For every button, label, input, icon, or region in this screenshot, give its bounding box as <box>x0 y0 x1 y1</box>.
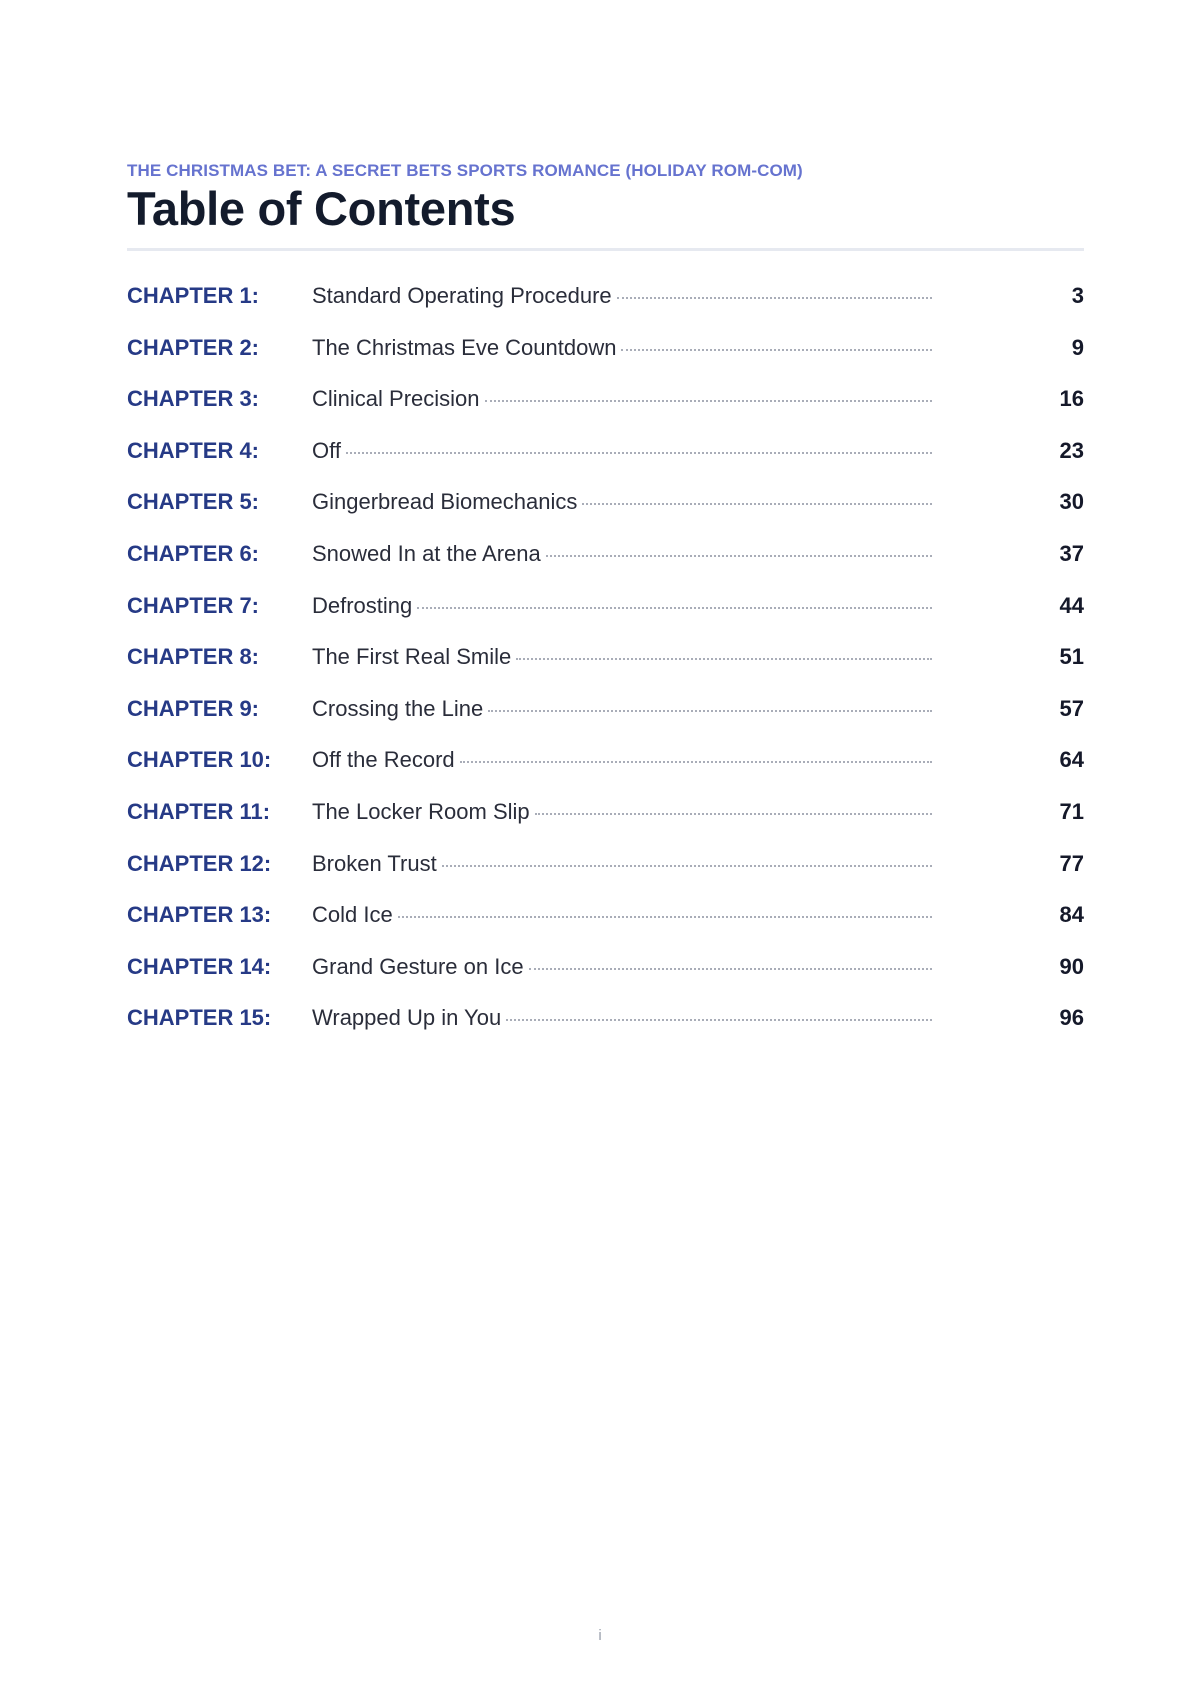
chapter-title: Clinical Precision <box>312 386 480 412</box>
chapter-page-number: 51 <box>1059 644 1084 670</box>
toc-entry-chapter-2[interactable] <box>127 335 1084 387</box>
chapter-number: CHAPTER 5: <box>127 489 260 515</box>
chapter-number: CHAPTER 12: <box>127 850 272 876</box>
chapter-page-number: 16 <box>1059 386 1084 412</box>
dot-leader <box>417 606 932 609</box>
chapter-number: CHAPTER 7: <box>127 592 260 618</box>
chapter-page-number: 23 <box>1059 437 1084 463</box>
chapter-title: Defrosting <box>312 592 413 618</box>
chapter-number: CHAPTER 11: <box>127 798 271 824</box>
chapter-title: Off the Record <box>312 747 455 773</box>
chapter-page-number: 44 <box>1059 592 1084 618</box>
toc-entry-chapter-10[interactable] <box>127 747 1084 799</box>
chapter-title: Off <box>312 437 341 463</box>
dot-leader <box>488 709 932 712</box>
dot-leader <box>529 967 932 970</box>
chapter-number: CHAPTER 15: <box>127 1005 272 1031</box>
chapter-page-number: 96 <box>1059 1005 1084 1031</box>
dot-leader <box>617 296 932 299</box>
chapter-page-number: 9 <box>1071 334 1084 360</box>
chapter-title: The First Real Smile <box>312 644 512 670</box>
toc-list <box>127 283 1084 1057</box>
chapter-page-number: 37 <box>1059 540 1084 566</box>
chapter-page-number: 71 <box>1059 798 1084 824</box>
chapter-title: The Locker Room Slip <box>312 798 530 824</box>
dot-leader <box>460 760 932 763</box>
chapter-page-number: 77 <box>1059 850 1084 876</box>
chapter-page-number: 30 <box>1059 489 1084 515</box>
dot-leader <box>582 502 932 505</box>
chapter-title: Gingerbread Biomechanics <box>312 489 578 515</box>
dot-leader <box>442 864 932 867</box>
toc-entry-chapter-12[interactable] <box>127 851 1084 903</box>
dot-leader <box>535 812 932 815</box>
chapter-title: Wrapped Up in You <box>312 1005 502 1031</box>
chapter-page-number: 90 <box>1059 953 1084 979</box>
toc-entry-chapter-6[interactable] <box>127 541 1084 593</box>
chapter-number: CHAPTER 9: <box>127 695 260 721</box>
toc-page <box>127 160 1084 1057</box>
chapter-page-number: 84 <box>1059 902 1084 928</box>
dot-leader <box>621 348 932 351</box>
chapter-page-number: 57 <box>1059 695 1084 721</box>
toc-entry-chapter-11[interactable] <box>127 799 1084 851</box>
chapter-title: Standard Operating Procedure <box>312 283 612 308</box>
chapter-number: CHAPTER 10: <box>127 747 272 773</box>
toc-entry-chapter-13[interactable] <box>127 902 1084 954</box>
chapter-number: CHAPTER 14: <box>127 953 272 979</box>
page-title: Table of Contents <box>127 182 516 235</box>
toc-entry-chapter-7[interactable] <box>127 593 1084 645</box>
dot-leader <box>506 1018 932 1021</box>
heading-divider <box>127 248 1084 251</box>
toc-entry-chapter-9[interactable] <box>127 696 1084 748</box>
chapter-number: CHAPTER 1: <box>127 283 260 308</box>
book-title: THE CHRISTMAS BET: A SECRET BETS SPORTS ROMANCE (HOLIDAY ROM-COM) <box>127 161 803 180</box>
chapter-page-number: 64 <box>1059 747 1084 773</box>
chapter-number: CHAPTER 2: <box>127 334 260 360</box>
chapter-page-number: 3 <box>1071 283 1084 308</box>
dot-leader <box>546 554 932 557</box>
chapter-title: Cold Ice <box>312 902 393 928</box>
toc-entry-chapter-5[interactable] <box>127 489 1084 541</box>
chapter-title: Grand Gesture on Ice <box>312 953 524 979</box>
dot-leader <box>346 451 932 454</box>
toc-entry-chapter-15[interactable] <box>127 1005 1084 1057</box>
page-number: i <box>598 1627 602 1644</box>
chapter-number: CHAPTER 6: <box>127 540 260 566</box>
toc-entry-chapter-4[interactable] <box>127 438 1084 490</box>
toc-entry-chapter-14[interactable] <box>127 954 1084 1006</box>
chapter-title: Broken Trust <box>312 850 437 876</box>
dot-leader <box>485 399 932 402</box>
dot-leader <box>516 657 932 660</box>
chapter-title: Crossing the Line <box>312 695 484 721</box>
chapter-number: CHAPTER 3: <box>127 386 260 412</box>
dot-leader <box>398 915 932 918</box>
toc-entry-chapter-1[interactable] <box>127 283 1084 335</box>
chapter-number: CHAPTER 13: <box>127 902 272 928</box>
chapter-title: Snowed In at the Arena <box>312 540 541 566</box>
toc-entry-chapter-8[interactable] <box>127 644 1084 696</box>
chapter-title: The Christmas Eve Countdown <box>312 334 617 360</box>
chapter-number: CHAPTER 4: <box>127 437 260 463</box>
toc-entry-chapter-3[interactable] <box>127 386 1084 438</box>
chapter-number: CHAPTER 8: <box>127 644 260 670</box>
